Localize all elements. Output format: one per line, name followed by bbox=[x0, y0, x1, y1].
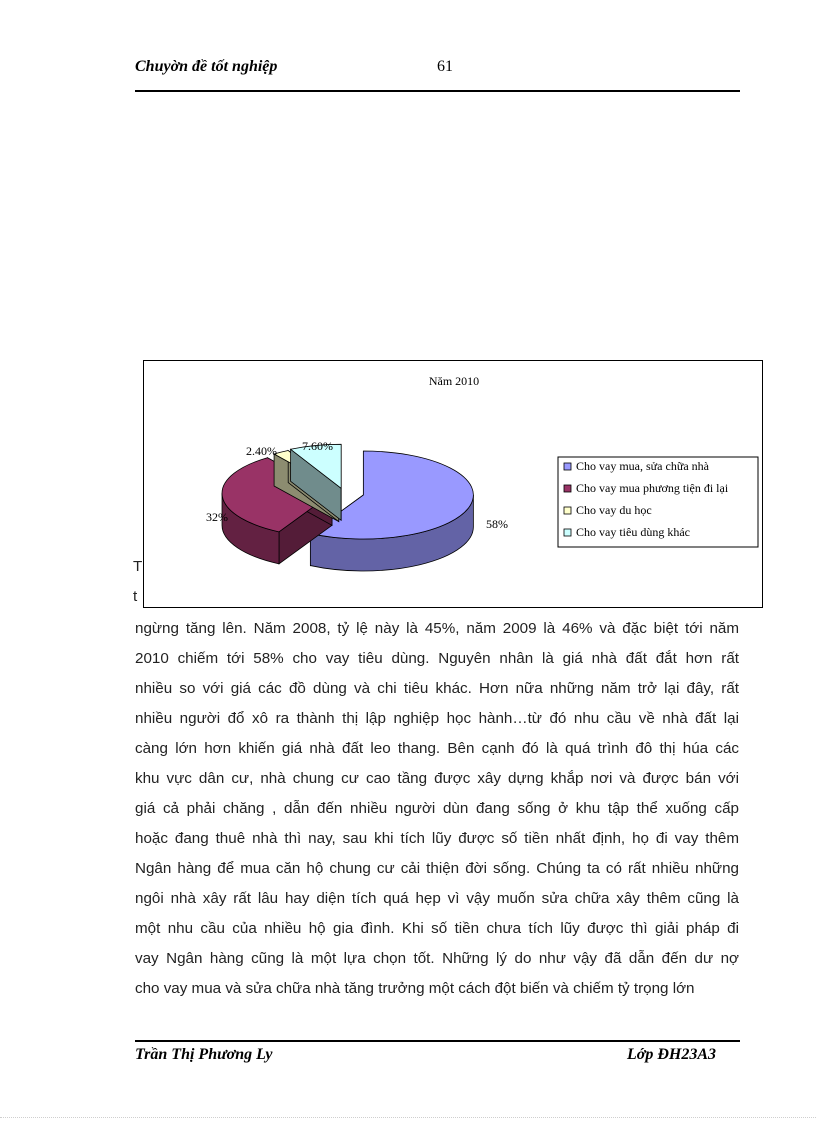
legend-swatch bbox=[564, 485, 571, 492]
paragraph-line: nhiều người đổ xô ra thành thị lập nghiệp học hành…từ đó nhu cầu về nhà đất lại bbox=[135, 710, 739, 727]
paragraph-line: vay Ngân hàng cũng là một lựa chọn tốt. Những lý do như vậy đã dẫn đến dư nợ bbox=[135, 950, 739, 967]
paragraph-line: 2010 chiếm tới 58% cho vay tiêu dùng. Nguyên nhân là giá nhà đất đắt hơn rất bbox=[135, 650, 739, 667]
legend-swatch bbox=[564, 463, 571, 470]
data-label: 7.60% bbox=[302, 439, 333, 453]
body-paragraph bbox=[135, 614, 739, 1004]
paragraph-line: Ngân hàng để mua căn hộ chung cư cải thiện đời sống. Chúng ta có rất nhiều những bbox=[135, 860, 739, 877]
paragraph-line: ngôi nhà xây rất lâu hay diện tích quá hẹp vì vậy muốn sửa chữa xây thêm cũng là bbox=[135, 890, 739, 907]
pie-chart bbox=[143, 360, 763, 608]
legend-item bbox=[564, 459, 710, 473]
legend-label: Cho vay mua, sửa chữa nhà bbox=[576, 459, 709, 473]
data-label: 32% bbox=[206, 510, 228, 524]
paragraph-line: càng lớn hơn khiến giá nhà đất leo thang. Bên cạnh đó là quá trình đô thị húa các bbox=[135, 740, 739, 757]
paragraph-line: khu vực dân cư, nhà chung cư cao tầng được xây dựng khắp nơi và được bán với bbox=[135, 770, 739, 787]
footer-class: Lớp ĐH23A3 bbox=[627, 1046, 717, 1063]
partial-text-line: t bbox=[133, 588, 138, 605]
paragraph-line: hoặc đang thuê nhà thì nay, sau khi tích lũy được số tiền nhất định, họ đi vay thêm bbox=[135, 830, 739, 847]
paragraph-line: giá cả phải chăng , dẫn đến nhiều người dùn đang sống ở khu tập thể xuống cấp bbox=[135, 800, 739, 817]
footer-rule bbox=[135, 1040, 740, 1042]
legend-label: Cho vay mua phương tiện đi lại bbox=[576, 481, 729, 495]
page-edge-dotted-line bbox=[0, 1117, 816, 1118]
legend-item bbox=[564, 503, 652, 517]
partial-text-line: T bbox=[133, 558, 143, 575]
footer-author: Trần Thị Phương Ly bbox=[135, 1046, 273, 1063]
paragraph-line: một nhu cầu của nhiều hộ gia đình. Khi số tiền chưa tích lũy được thì giải pháp đi bbox=[135, 920, 739, 937]
header-rule bbox=[135, 90, 740, 92]
pie-chart-svg bbox=[144, 361, 764, 609]
legend-swatch bbox=[564, 507, 571, 514]
header-title: Chuyờn đề tốt nghiệp bbox=[135, 58, 278, 75]
legend-item bbox=[564, 481, 729, 495]
paragraph-line: cho vay mua và sửa chữa nhà tăng trưởng một cách đột biến và chiếm tỷ trọng lớn bbox=[135, 980, 695, 997]
chart-legend bbox=[558, 457, 758, 547]
data-label: 2.40% bbox=[246, 444, 277, 458]
legend-label: Cho vay du học bbox=[576, 503, 652, 517]
page-number: 61 bbox=[437, 58, 453, 75]
legend-label: Cho vay tiêu dùng khác bbox=[576, 525, 690, 539]
legend-swatch bbox=[564, 529, 571, 536]
legend-item bbox=[564, 525, 690, 539]
paragraph-line: nhiều so với giá các đồ dùng và chi tiêu khác. Hơn nữa những năm trở lại đây, rất bbox=[135, 680, 739, 697]
chart-title: Năm 2010 bbox=[428, 374, 480, 388]
data-label: 58% bbox=[486, 517, 508, 531]
paragraph-line: ngừng tăng lên. Năm 2008, tỷ lệ này là 45%, năm 2009 là 46% và đặc biệt tới năm bbox=[135, 620, 739, 637]
